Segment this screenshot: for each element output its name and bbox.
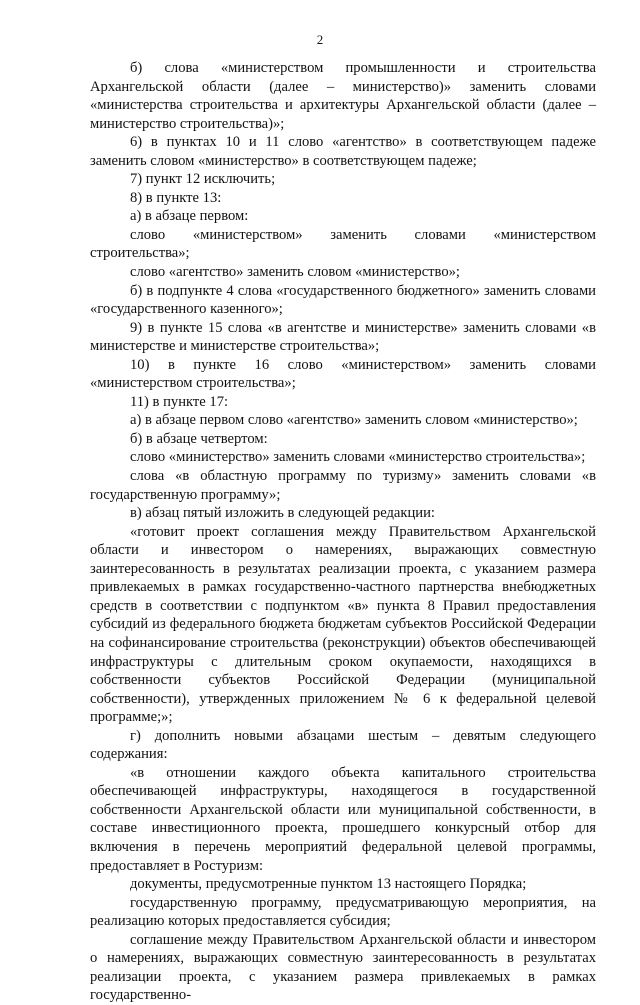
paragraph: а) в абзаце первом слово «агентство» заменить словом «министерство»; (130, 412, 578, 429)
paragraph: «в отношении каждого объекта капитального строительства обеспечивающей инфраструктуры, находящегося в государственной собственности Архангельской области или муниципальной собственности, в составе инвестиционного проекта, прошедшего конкурсный отбор для включения в перечень мероприятий федеральной целевой программы, предоставляет в Ростуризм: (90, 764, 596, 874)
paragraph: «готовит проект соглашения между Правительством Архангельской области и инвестором о намерениях, выражающих совместную заинтересованность в результатах реализации проекта, с указанием размера привлекаемых в рамках государственно-частного партнерства внебюджетных средств в соответствии с подпунктом «в» пункта 8 Правил предоставления субсидий из федерального бюджета бюджетам субъектов Российской Федерации на софинансирование строительства (реконструкции) объектов обеспечивающей инфраструктуры с длительным сроком окупаемости, находящихся в собственности субъектов Российской Федерации (муниципальной собственности), утвержденных приложением № 6 к федеральной целевой программе;»; (90, 523, 596, 726)
paragraph: 7) пункт 12 исключить; (130, 171, 276, 188)
paragraph: 6) в пунктах 10 и 11 слово «агентство» в соответствующем падеже заменить словом «министерство» в соответствующем падеже; (90, 134, 596, 169)
paragraph: б) в абзаце четвертом: (130, 430, 268, 447)
paragraph: 8) в пункте 13: (130, 189, 222, 206)
paragraph: 10) в пункте 16 слово «министерством» заменить словами «министерством строительства»; (90, 356, 596, 392)
paragraph: слово «министерством» заменить словами «министерством строительства»; (90, 226, 596, 262)
paragraph: документы, предусмотренные пунктом 13 настоящего Порядка; (130, 876, 527, 893)
paragraph: г) дополнить новыми абзацами шестым – девятым следующего содержания: (90, 727, 596, 763)
paragraph: 11) в пункте 17: (130, 393, 229, 410)
page-number: 2 (316, 32, 324, 47)
paragraph: слово «агентство» заменить словом «министерство»; (130, 264, 460, 281)
paragraph: б) слова «министерством промышленности и строительства Архангельской области (далее – министерство)» заменить словами «министерства строительства и архитектуры Архангельской области (далее – министерство строительства)»; (90, 60, 596, 132)
paragraph: слово «министерство» заменить словами «министерство строительства»; (130, 449, 586, 466)
document-body (90, 59, 596, 1005)
paragraph: 9) в пункте 15 слова «в агентстве и министерстве» заменить словами «в министерстве и министерстве строительства»; (90, 319, 596, 355)
paragraph: соглашение между Правительством Архангельской области и инвестором о намерениях, выражающих совместную заинтересованность в результатах реализации проекта, с указанием размера привлекаемых в рамках государственно- (90, 931, 596, 1004)
paragraph: б) в подпункте 4 слова «государственного бюджетного» заменить словами «государственного казенного»; (90, 282, 596, 318)
paragraph: в) абзац пятый изложить в следующей редакции: (130, 505, 435, 522)
paragraph: а) в абзаце первом: (130, 208, 249, 225)
paragraph: государственную программу, предусматривающую мероприятия, на реализацию которых предоставляется субсидия; (90, 894, 596, 930)
paragraph: слова «в областную программу по туризму» заменить словами «в государственную программу»; (90, 468, 596, 503)
